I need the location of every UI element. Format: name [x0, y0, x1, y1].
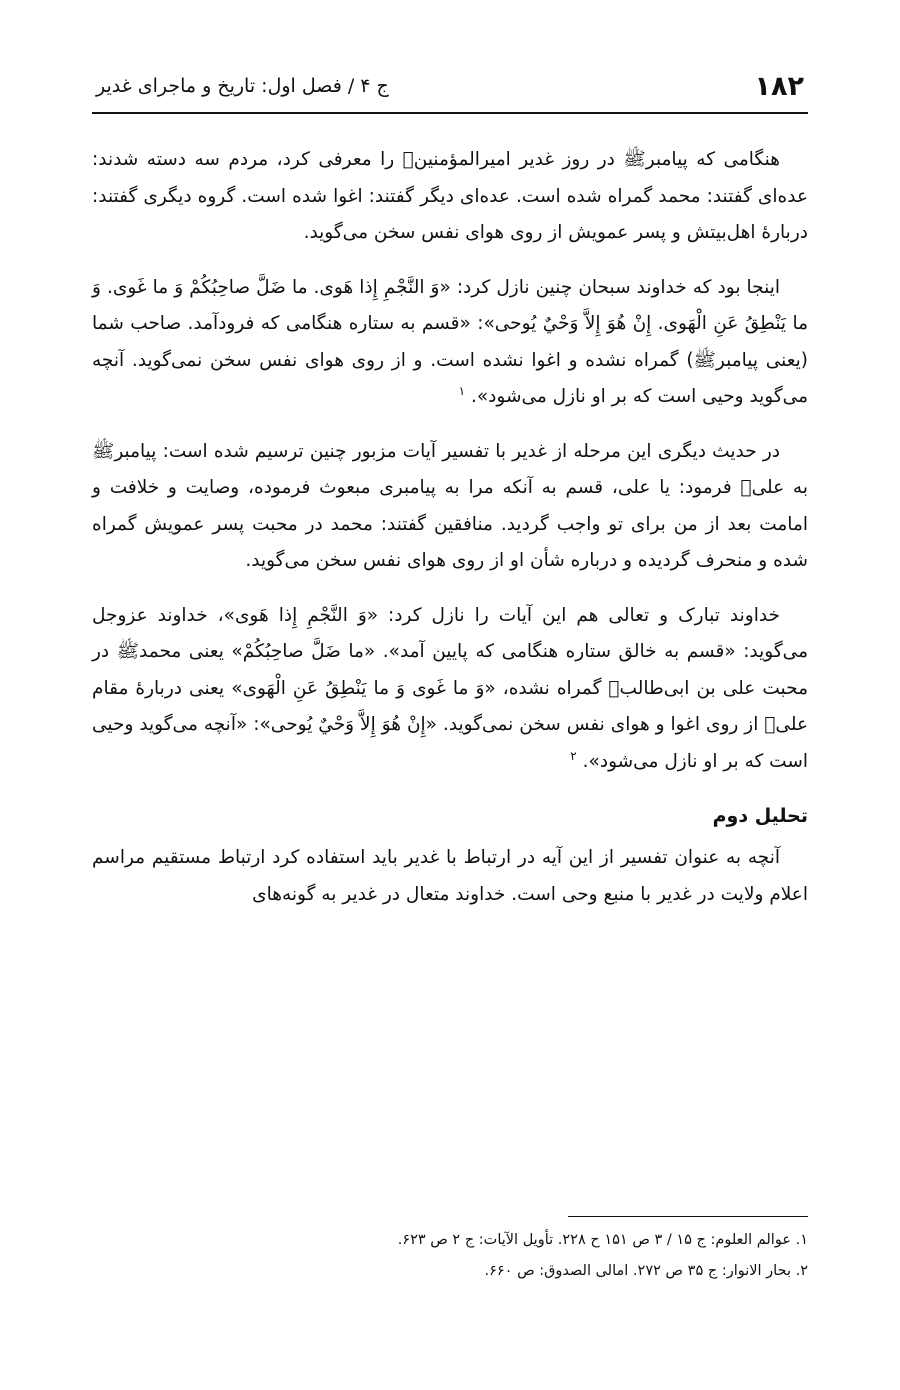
paragraph-3: در حدیث دیگری این مرحله از غدیر با تفسیر آیات مزبور چنین ترسیم شده است: پیامبرﷺ به علی﷣ فرمود: یا علی، قسم به آنکه مرا به پیامبری مبعوث فرموده، وصایت و خلافت و امامت بعد از من برای تو واجب گردید. منافقین گفتند: محمد در محبت پسر عمویش گمراه شده و منحرف گردیده و درباره شأن او از روی هوای نفس سخن می‌گوید.: [92, 440, 808, 571]
footnotes: [92, 1216, 808, 1287]
running-head: [92, 60, 808, 114]
section-paragraph: آنچه به عنوان تفسیر از این آیه در ارتباط با غدیر باید استفاده کرد ارتباط مستقیم مراسم اعلام ولایت در غدیر با منبع وحی است. خداوند متعال در غدیر به گونه‌های: [92, 847, 808, 905]
footnote-1: ۱. عوالم العلوم: ج ۱۵ / ۳ ص ۱۵۱ ح ۲۲۸. تأویل الآیات: ج ۲ ص ۶۲۳.: [397, 1232, 808, 1248]
footnote-2: ۲. بحار الانوار: ج ۳۵ ص ۲۷۲. امالی الصدوق: ص ۶۶۰.: [484, 1263, 808, 1279]
page-number: ۱۸۲: [754, 70, 804, 102]
paragraph-2-text: اینجا بود که خداوند سبحان چنین نازل کرد: «وَ النَّجْمِ إِذا هَوى. ما ضَلَّ صاحِبُكُمْ وَ ما غَوى. وَ ما يَنْطِقُ عَنِ الْهَوى. إِنْ هُوَ إِلاَّ وَحْيٌ يُوحى»: «قسم به ستاره هنگامی که فرودآمد. صاحب شما (یعنی پیامبرﷺ) گمراه نشده و اغوا نشده است. و از روی هوای نفس سخن نمی‌گوید. آنچه می‌گوید وحیی است که بر او نازل می‌شود».: [92, 276, 808, 407]
paragraph-4: [92, 598, 808, 781]
running-title: ج ۴ / فصل اول: تاریخ و ماجرای غدیر: [96, 75, 389, 97]
footnote-mark-2: ۲: [570, 748, 577, 763]
paragraph-4-text: خداوند تبارک و تعالی هم این آیات را نازل کرد: «وَ النَّجْمِ إِذا هَوى»، خداوند عزوجل می‌گوید: «قسم به خالق ستاره هنگامی که پایین آمد». «ما ضَلَّ صاحِبُكُمْ» یعنی محمدﷺ در محبت علی بن ابی‌طالب﷣ گمراه نشده، «وَ ما غَوى وَ ما يَنْطِقُ عَنِ الْهَوى» یعنی دربارهٔ مقام علی﷣ از روی اغوا و هوای نفس سخن نمی‌گوید. «إِنْ هُوَ إِلاَّ وَحْيٌ يُوحى»: «آنچه می‌گوید وحیی است که بر او نازل می‌شود».: [92, 604, 808, 772]
body-text: [92, 142, 808, 913]
book-page: [92, 60, 808, 1350]
paragraph-1: هنگامی که پیامبرﷺ در روز غدیر امیرالمؤمنین﷣ را معرفی کرد، مردم سه دسته شدند: عده‌ای گفتند: محمد گمراه شده است. عده‌ای دیگر گفتند: اغوا شده است. گروه دیگری گفتند: دربارهٔ اهل‌بیتش و پسر عمویش از روی هوای نفس سخن می‌گوید.: [92, 149, 808, 243]
paragraph-2: [92, 270, 808, 416]
footnote-rule: [568, 1216, 808, 1217]
section-heading: تحلیل دوم: [712, 805, 808, 827]
footnote-mark-1: ۱: [458, 383, 466, 398]
